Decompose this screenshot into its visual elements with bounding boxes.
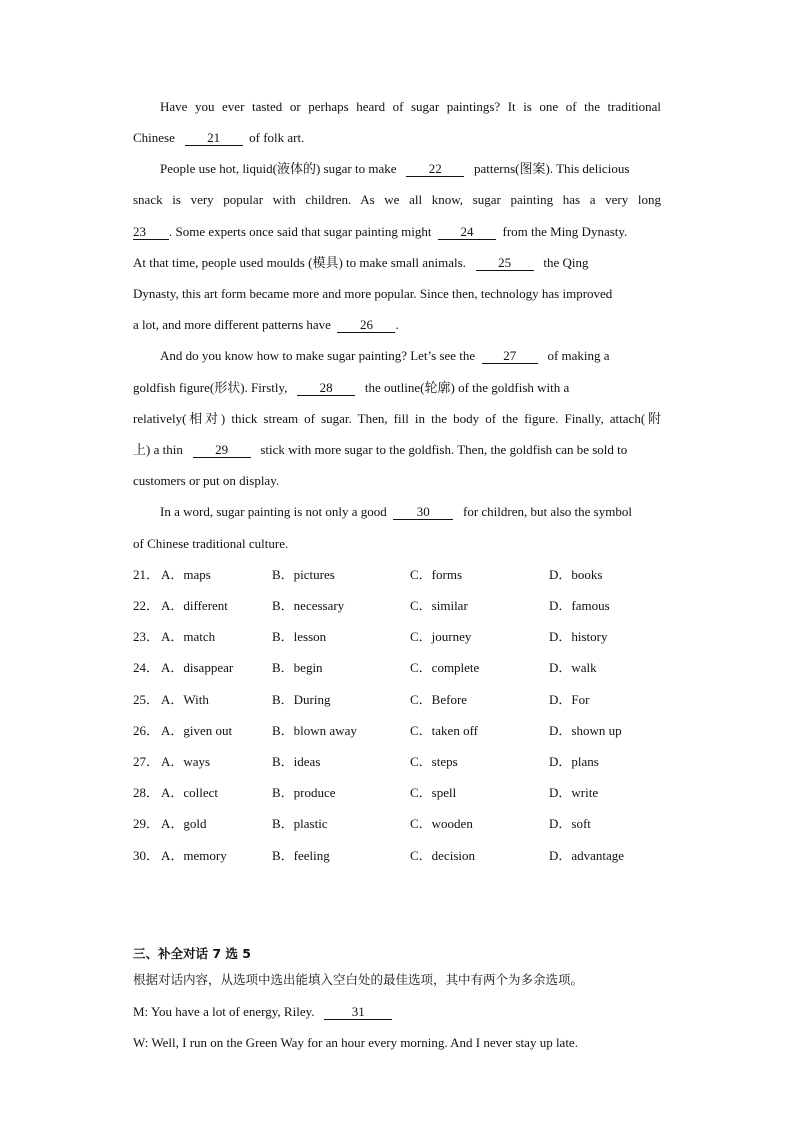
option-d[interactable]: D．advantage — [549, 848, 625, 863]
option-c[interactable]: C．spell — [410, 785, 457, 800]
option-b[interactable]: B．begin — [272, 660, 323, 675]
section-heading: 三、补全对话 7 选 5 — [133, 946, 251, 961]
option-b[interactable]: B．ideas — [272, 754, 321, 769]
passage-line: People use hot, liquid(液体的) sugar to make 22 patterns(图案). This delicious — [160, 161, 630, 176]
option-a[interactable]: A．match — [161, 629, 216, 644]
blank-21[interactable]: 21 — [185, 130, 243, 146]
question-number: 23． — [133, 629, 160, 644]
option-b[interactable]: B．feeling — [272, 848, 330, 863]
passage-line: Have you ever tasted or perhaps heard of sugar paintings? It is one of the traditional — [160, 99, 661, 114]
question-number: 29． — [133, 816, 160, 831]
passage-line: of Chinese traditional culture. — [133, 536, 289, 551]
passage-line: Dynasty, this art form became more and more popular. Since then, technology has improved — [133, 286, 613, 301]
blank-24[interactable]: 24 — [438, 224, 496, 240]
passage-line: relatively(相对) thick stream of sugar. Then, fill in the body of the figure. Finally, attach(附 — [133, 411, 661, 426]
section-instruction: 根据对话内容，从选项中选出能填入空白处的最佳选项，其中有两个为多余选项。 — [133, 972, 584, 987]
passage-line: goldfish figure(形状). Firstly, 28 the outline(轮廓) of the goldfish with a — [133, 380, 570, 395]
option-b[interactable]: B．plastic — [272, 816, 328, 831]
option-c[interactable]: C．journey — [410, 629, 472, 644]
question-number: 27． — [133, 754, 160, 769]
passage-line: customers or put on display. — [133, 473, 280, 488]
option-a[interactable]: A．gold — [161, 816, 207, 831]
passage-line: a lot, and more different patterns have 26 . — [133, 317, 399, 332]
blank-26[interactable]: 26 — [337, 317, 395, 333]
option-d[interactable]: D．write — [549, 785, 599, 800]
blank-23[interactable]: 23 — [133, 224, 169, 240]
blank-25[interactable]: 25 — [476, 255, 534, 271]
blank-31[interactable]: 31 — [324, 1004, 392, 1020]
option-b[interactable]: B．pictures — [272, 567, 335, 582]
blank-30[interactable]: 30 — [393, 504, 453, 520]
option-d[interactable]: D．walk — [549, 660, 597, 675]
option-d[interactable]: D．shown up — [549, 723, 622, 738]
option-c[interactable]: C．steps — [410, 754, 458, 769]
blank-29[interactable]: 29 — [193, 442, 251, 458]
blank-27[interactable]: 27 — [482, 348, 538, 364]
option-a[interactable]: A．collect — [161, 785, 219, 800]
question-number: 21． — [133, 567, 160, 582]
passage-line: In a word, sugar painting is not only a good 30 for children, but also the symbol — [160, 504, 632, 519]
option-d[interactable]: D．famous — [549, 598, 610, 613]
option-a[interactable]: A．given out — [161, 723, 233, 738]
option-a[interactable]: A．With — [161, 692, 209, 707]
option-b[interactable]: B．During — [272, 692, 331, 707]
passage-line: 上) a thin 29 stick with more sugar to the goldfish. Then, the goldfish can be sold to — [133, 442, 628, 457]
option-c[interactable]: C．decision — [410, 848, 475, 863]
question-number: 26． — [133, 723, 160, 738]
option-b[interactable]: B．blown away — [272, 723, 357, 738]
question-number: 28． — [133, 785, 160, 800]
option-c[interactable]: C．complete — [410, 660, 480, 675]
option-c[interactable]: C．similar — [410, 598, 468, 613]
option-b[interactable]: B．produce — [272, 785, 336, 800]
option-d[interactable]: D．books — [549, 567, 603, 582]
option-a[interactable]: A．maps — [161, 567, 211, 582]
passage-line: Chinese 21 of folk art. — [133, 130, 305, 145]
option-a[interactable]: A．ways — [161, 754, 211, 769]
option-d[interactable]: D．For — [549, 692, 590, 707]
passage-line: 23 . Some experts once said that sugar painting might 24 from the Ming Dynasty. — [133, 224, 628, 239]
option-b[interactable]: B．lesson — [272, 629, 327, 644]
option-b[interactable]: B．necessary — [272, 598, 345, 613]
option-a[interactable]: A．disappear — [161, 660, 234, 675]
option-c[interactable]: C．taken off — [410, 723, 478, 738]
passage-line: At that time, people used moulds (模具) to make small animals. 25 the Qing — [133, 255, 589, 270]
option-c[interactable]: C．wooden — [410, 816, 473, 831]
passage-line: snack is very popular with children. As we all know, sugar painting has a very long — [133, 192, 661, 207]
option-d[interactable]: D．plans — [549, 754, 599, 769]
option-d[interactable]: D．history — [549, 629, 608, 644]
dialogue-line: W: Well, I run on the Green Way for an hour every morning. And I never stay up late. — [133, 1035, 578, 1050]
question-number: 30． — [133, 848, 160, 863]
question-number: 24． — [133, 660, 160, 675]
option-c[interactable]: C．forms — [410, 567, 463, 582]
option-a[interactable]: A．memory — [161, 848, 227, 863]
option-a[interactable]: A．different — [161, 598, 228, 613]
passage-line: And do you know how to make sugar painting? Let’s see the 27 of making a — [160, 348, 610, 363]
dialogue-line: M: You have a lot of energy, Riley. 31 — [133, 1003, 661, 1021]
blank-22[interactable]: 22 — [406, 161, 464, 177]
option-c[interactable]: C．Before — [410, 692, 468, 707]
question-number: 22． — [133, 598, 160, 613]
question-number: 25． — [133, 692, 160, 707]
blank-28[interactable]: 28 — [297, 380, 355, 396]
option-d[interactable]: D．soft — [549, 816, 591, 831]
